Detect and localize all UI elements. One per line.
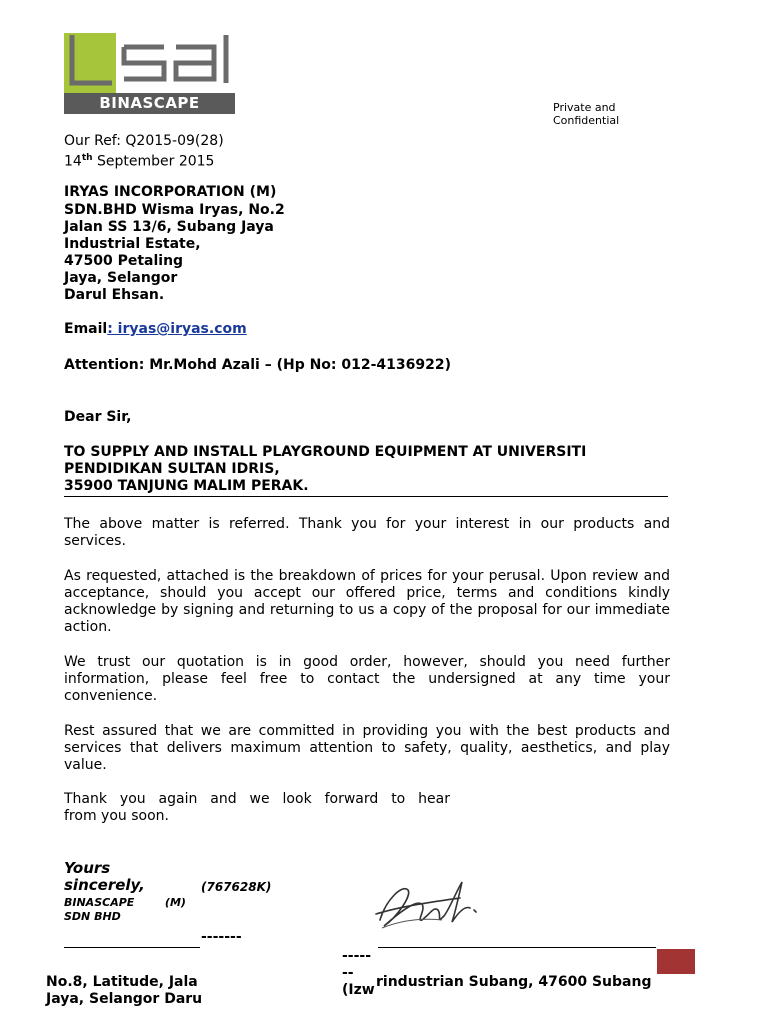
private-confidential-label: Private and Confidential <box>553 101 620 127</box>
signatory-name: (Izw <box>342 982 375 998</box>
company-logo <box>64 33 235 114</box>
salutation: Dear Sir, <box>64 409 132 425</box>
email-link[interactable]: : iryas@iryas.com <box>107 321 247 337</box>
email-label: Email <box>64 321 108 337</box>
recipient-line: SDN.BHD Wisma Iryas, No.2 <box>64 202 285 218</box>
body-paragraph: We trust our quotation is in good order, however, should you need further information, please feel free to contact the undersigned at any time your convenience. <box>64 654 670 704</box>
red-marker <box>657 949 695 974</box>
footer-address-line: No.8, Latitude, Jala <box>46 974 198 990</box>
closing-line: Thank you again and we look forward to hear <box>64 791 450 807</box>
sincerely-text: sincerely, <box>64 876 145 894</box>
binascape-logo-mark <box>64 33 235 93</box>
recipient-line: Industrial Estate, <box>64 236 201 252</box>
recipient-line: Jaya, Selangor <box>64 270 178 286</box>
recipient-line: Jalan SS 13/6, Subang Jaya <box>64 219 274 235</box>
recipient-line: IRYAS INCORPORATION (M) <box>64 184 277 200</box>
footer-address-line: rindustrian Subang, 47600 Subang <box>376 974 652 990</box>
signature-line <box>64 947 200 948</box>
letter-date <box>64 150 214 171</box>
subject-line: 35900 TANJUNG MALIM PERAK. <box>64 478 309 494</box>
body-paragraph: Rest assured that we are committed in providing you with the best products and services that delivers maximum attention to safety, quality, aesthetics, and play value. <box>64 723 670 773</box>
recipient-line: Darul Ehsan. <box>64 287 165 303</box>
body-paragraph: As requested, attached is the breakdown of prices for your perusal. Upon review and acceptance, should you accept our offered price, terms and conditions kindly acknowledge by signing and returning to us a copy of the proposal for our immediate action. <box>64 568 670 635</box>
signature-dashes: ------- <box>201 929 242 945</box>
date-day: 14 <box>64 153 82 170</box>
company-name-line: BINASCAPE (M) <box>64 896 186 909</box>
email-row <box>64 321 247 338</box>
mid-dashes: ----- <box>342 948 372 964</box>
recipient-line: 47500 Petaling <box>64 253 184 269</box>
closing-line: from you soon. <box>64 808 169 824</box>
body-paragraph: The above matter is referred. Thank you for your interest in our products and services. <box>64 516 670 549</box>
company-name-line: SDN BHD <box>64 910 121 923</box>
subject-underline <box>64 496 668 497</box>
signature-line <box>378 947 656 948</box>
subject-line: TO SUPPLY AND INSTALL PLAYGROUND EQUIPMENT AT UNIVERSITI <box>64 444 587 460</box>
footer-address-line: Jaya, Selangor Daru <box>46 991 203 1007</box>
attention-line: Attention: Mr.Mohd Azali – (Hp No: 012-4136922) <box>64 357 452 373</box>
date-month-year: September 2015 <box>92 153 215 170</box>
yours-text: Yours <box>64 859 111 877</box>
company-reg-no: (767628K) <box>201 880 272 894</box>
mid-dashes: -- <box>342 965 354 981</box>
handwritten-signature <box>372 870 484 942</box>
our-ref: Our Ref: Q2015-09(28) <box>64 133 224 149</box>
logo-wordmark: BINASCAPE <box>64 93 235 114</box>
subject-line: PENDIDIKAN SULTAN IDRIS, <box>64 461 280 477</box>
date-suffix: th <box>81 153 93 163</box>
